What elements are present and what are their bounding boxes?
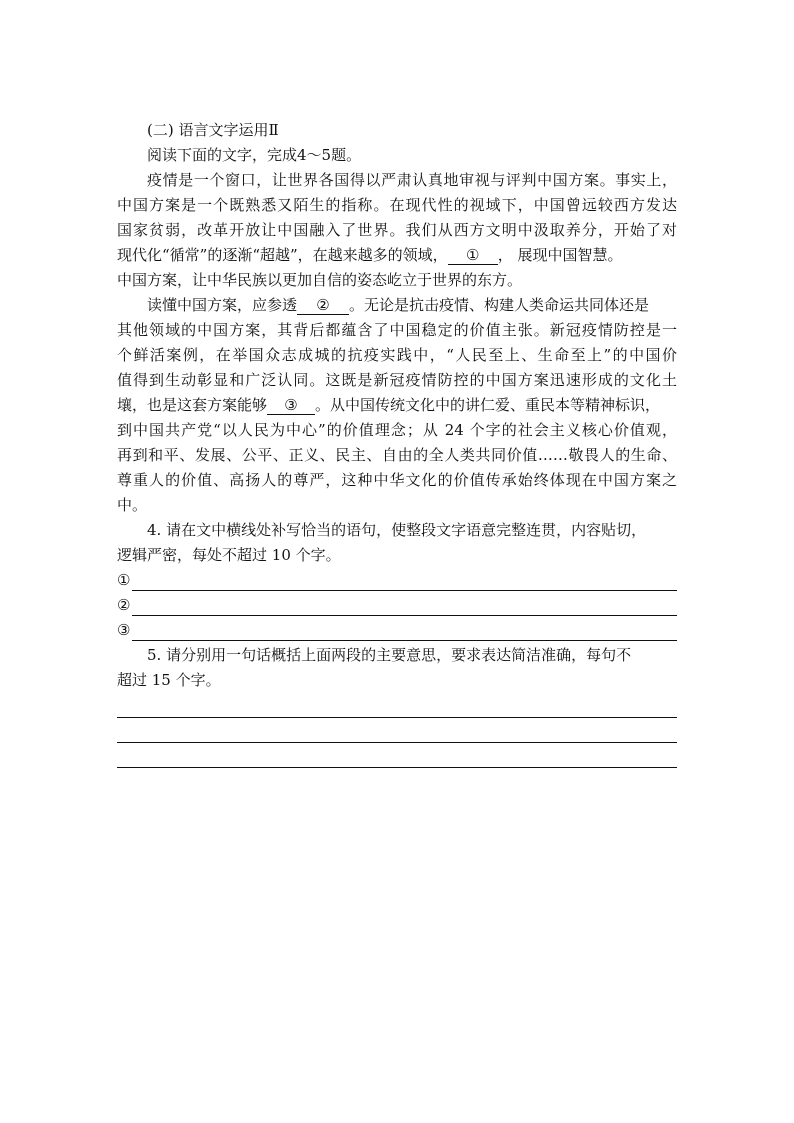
answer-underline [132, 640, 677, 641]
exam-page [117, 118, 677, 768]
passage-line-with-blank-1 [117, 243, 677, 268]
passage-line: 个鲜活案例，在举国众志成城的抗疫实践中，“人民至上、生命至上”的中国价 [117, 346, 677, 364]
passage-line: 尊重人的价值、高扬人的尊严，这种中华文化的价值传承始终体现在中国方案之 [117, 471, 677, 489]
question-5 [117, 643, 677, 768]
question-5-text: 超过 15 个字。 [117, 671, 221, 689]
answer-label: ① [117, 571, 131, 589]
passage-line: 中国方案，让中华民族以更加自信的姿态屹立于世界的东方。 [117, 271, 523, 289]
answer-underline [132, 590, 677, 591]
fill-blank-2[interactable]: ② [297, 296, 349, 315]
passage-line: 值得到生动彰显和广泛认同。这既是新冠疫情防控的中国方案迅速形成的文化土 [117, 371, 677, 389]
question-5-text: 5. 请分别用一句话概括上面两段的主要意思，要求表达简洁准确，每句不 [147, 646, 632, 664]
passage-line: 到中国共产党“以人民为中心”的价值理念；从 24 个字的社会主义核心价值观， [117, 421, 677, 439]
question-4 [117, 518, 677, 643]
answer-underline [132, 615, 677, 616]
answer-line[interactable] [117, 718, 677, 743]
passage-text: 壤，也是这套方案能够 [117, 396, 268, 414]
passage-line: 其他领域的中国方案，其背后都蕴含了中国稳定的价值主张。新冠疫情防控是一 [117, 321, 677, 339]
passage-line: 疫情是一个窗口，让世界各国得以严肃认真地审视与评判中国方案。事实上， [147, 171, 677, 189]
passage-line: 国家贫弱，改革开放让中国融入了世界。我们从西方文明中汲取养分，开始了对 [117, 221, 677, 239]
passage-paragraph-1 [117, 168, 677, 293]
question-4-text: 4. 请在文中横线处补写恰当的语句，使整段文字语意完整连贯，内容贴切， [147, 521, 647, 539]
answer-line-1[interactable] [117, 568, 677, 593]
reading-instruction: 阅读下面的文字，完成4～5题。 [147, 146, 362, 164]
answer-line-2[interactable] [117, 593, 677, 618]
passage-line-with-blank-3 [117, 393, 677, 418]
fill-blank-1[interactable]: ① [448, 246, 498, 265]
passage-text: 读懂中国方案，应参透 [147, 296, 298, 314]
answer-label: ② [117, 596, 131, 614]
passage-line: 中。 [117, 496, 148, 514]
passage-text: 。无论是抗击疫情、构建人类命运共同体还是 [349, 296, 650, 314]
passage-line: 再到和平、发展、公平、正义、民主、自由的全人类共同价值……敬畏人的生命、 [117, 446, 677, 464]
fill-blank-3[interactable]: ③ [267, 396, 315, 415]
passage-paragraph-2 [117, 293, 677, 518]
passage-text: 现代化“循常”的逐渐“超越”，在越来越多的领域， [117, 246, 448, 264]
answer-line-3[interactable] [117, 618, 677, 643]
answer-line[interactable] [117, 743, 677, 768]
section-title: (二) 语言文字运用Ⅱ [147, 121, 279, 139]
passage-text: 。从中国传统文化中的讲仁爱、重民本等精神标识， [315, 396, 661, 414]
answer-label: ③ [117, 621, 131, 639]
question-4-text: 逻辑严密，每处不超过 10 个字。 [117, 546, 341, 564]
passage-line-with-blank-2 [117, 293, 677, 318]
answer-line[interactable] [117, 693, 677, 718]
passage-text: ， 展现中国智慧。 [497, 246, 623, 264]
passage-line: 中国方案是一个既熟悉又陌生的指称。在现代性的视域下，中国曾远较西方发达 [117, 196, 677, 214]
